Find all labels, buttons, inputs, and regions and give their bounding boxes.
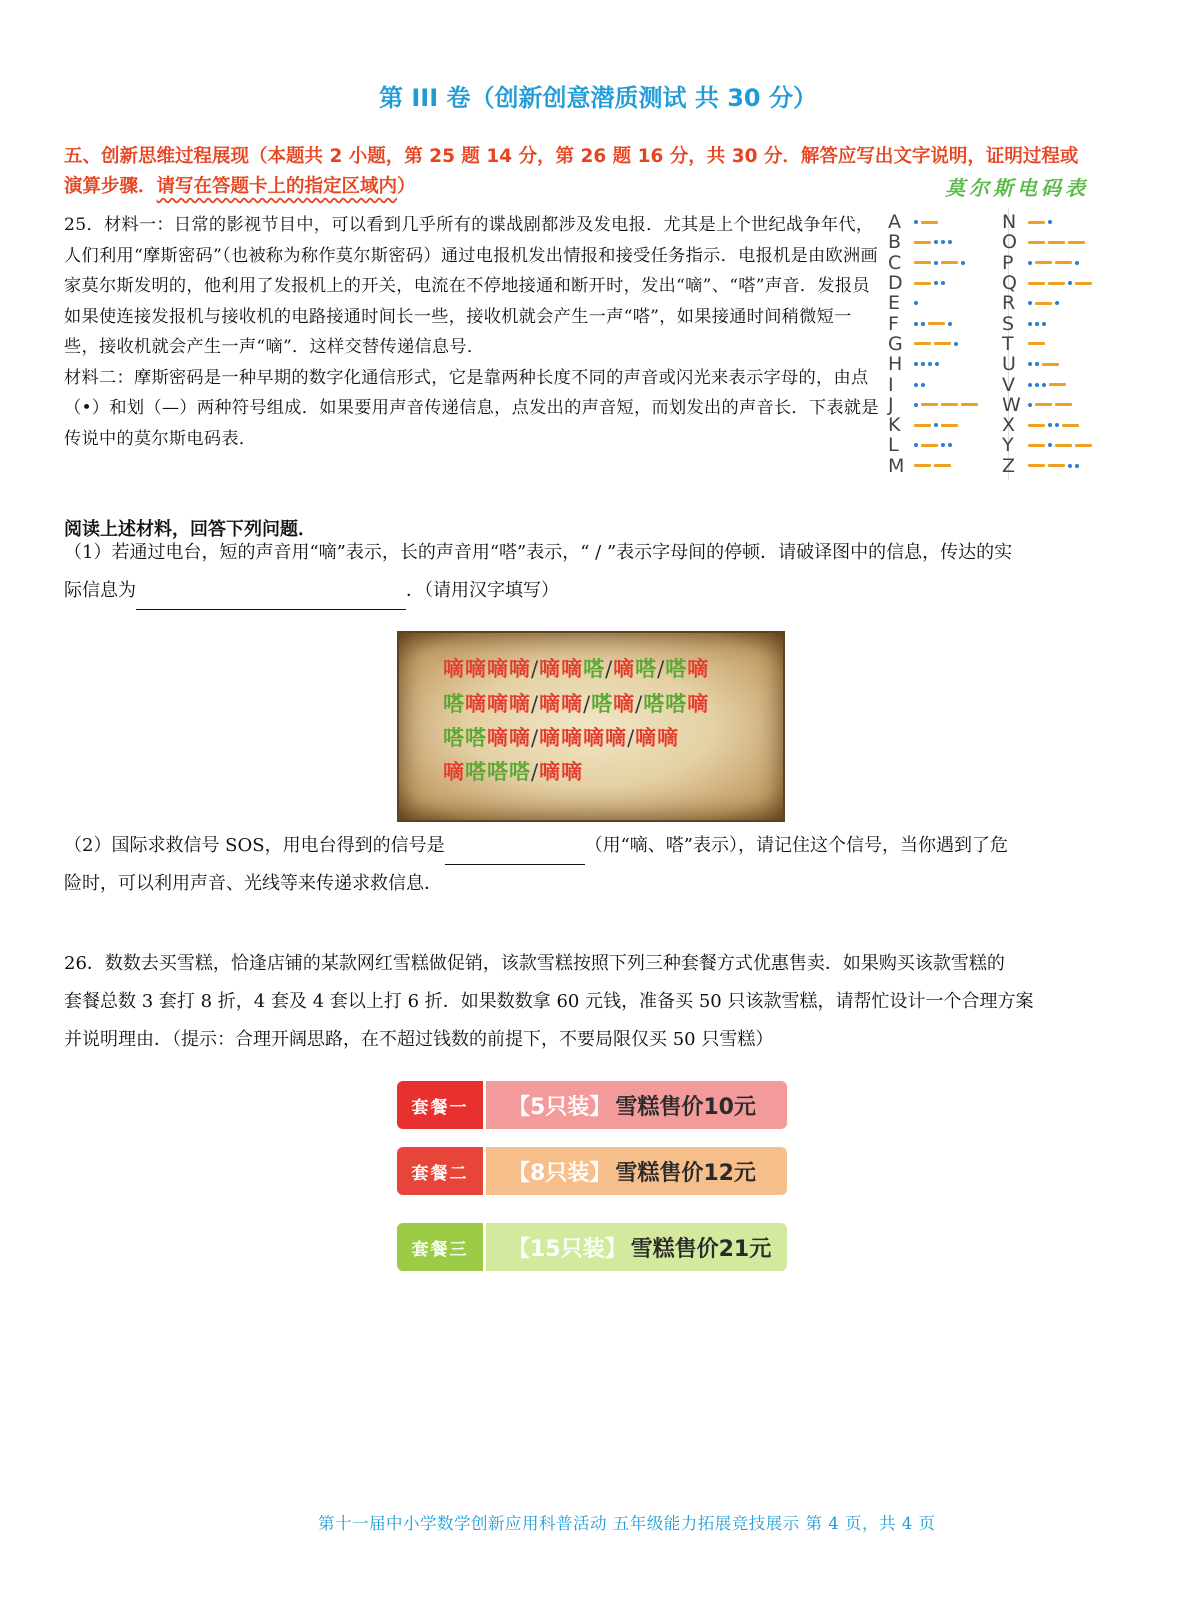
package-body [486, 1147, 787, 1195]
di-symbol: 嘀 [539, 759, 562, 784]
morse-dot [1048, 423, 1052, 427]
morse-dot [948, 322, 952, 326]
morse-entry-b [888, 232, 978, 252]
morse-letter: R [1002, 292, 1016, 315]
da-symbol: 嗒 [487, 759, 509, 784]
morse-dot [934, 261, 938, 265]
morse-dash [1042, 363, 1059, 366]
di-symbol: 嘀 [443, 759, 465, 784]
code-line [443, 722, 679, 752]
morse-letter: L [888, 434, 899, 457]
morse-dash [1028, 444, 1045, 447]
di-symbol: 嘀 [583, 725, 606, 750]
separator: / [627, 726, 636, 750]
di-symbol: 嘀 [561, 691, 584, 716]
da-symbol: 嗒 [665, 691, 688, 716]
morse-code [1028, 464, 1079, 468]
morse-letter: Y [1002, 434, 1014, 457]
di-symbol: 嘀 [561, 656, 584, 681]
morse-code [914, 383, 925, 387]
di-symbol: 嘀 [465, 656, 487, 681]
morse-message-image [397, 631, 785, 822]
morse-code [914, 362, 939, 366]
morse-dash [1028, 464, 1045, 467]
morse-code [914, 281, 945, 285]
morse-letter: S [1002, 312, 1015, 335]
morse-dash [1035, 302, 1052, 305]
material-one: 25．材料一：日常的影视节目中，可以看到几乎所有的谍战剧都涉及发电报．尤其是上个世纪战争年代，人们利用“摩斯密码”（也被称为称作莫尔斯密码）通过电报机发出情报和接受任务指示．电报机是由欧洲画家莫尔斯发明的，他利用了发报机上的开关，电流在不停地接通和断开时，发出“嘀”、“嗒”声音．发报员如果使连接发报机与接收机的电路接通时间长一些，接收机就会产生一声“嗒”，如果接通时间稍微短一些，接收机就会产生一声“嘀”．这样交替传递信息号． [64, 215, 879, 357]
morse-entry-t [1002, 334, 1092, 354]
di-symbol: 嘀 [605, 725, 628, 750]
di-symbol: 嘀 [509, 691, 531, 716]
di-symbol: 嘀 [657, 725, 680, 750]
morse-entry-d [888, 273, 978, 293]
di-symbol: 嘀 [539, 656, 562, 681]
morse-dash [914, 424, 931, 427]
morse-dash [961, 403, 978, 406]
morse-dash [1075, 282, 1092, 285]
di-symbol: 嘀 [539, 691, 562, 716]
morse-code [914, 301, 918, 305]
di-symbol: 嘀 [509, 656, 531, 681]
da-symbol: 嗒 [643, 691, 666, 716]
morse-code [1028, 423, 1079, 427]
package-size: 【15只装】 [508, 1236, 627, 1262]
morse-entry-r [1002, 293, 1092, 313]
morse-entry-h [888, 354, 978, 374]
morse-letter: Q [1002, 272, 1017, 295]
separator: / [583, 692, 592, 716]
package-body [486, 1081, 787, 1129]
morse-dot [961, 261, 965, 265]
di-symbol: 嘀 [613, 691, 636, 716]
morse-dash [941, 424, 958, 427]
morse-dot [921, 322, 925, 326]
morse-letter: N [1002, 211, 1017, 234]
da-symbol: 嗒 [591, 691, 614, 716]
morse-dot [1075, 464, 1079, 468]
di-symbol: 嘀 [487, 691, 509, 716]
morse-code [914, 403, 978, 407]
morse-entry-x [1002, 415, 1092, 435]
morse-code [1028, 443, 1092, 447]
morse-code [914, 443, 952, 447]
morse-dash [928, 322, 945, 325]
morse-letter: F [888, 312, 899, 335]
morse-dot [1075, 261, 1079, 265]
morse-letter: T [1002, 332, 1014, 355]
package-price: 雪糕售价12元 [615, 1160, 756, 1186]
morse-dot [948, 240, 952, 244]
morse-dot [1048, 220, 1052, 224]
morse-table-title: 莫尔斯电码表 [945, 176, 1089, 200]
morse-dot [1028, 261, 1032, 265]
separator: / [531, 692, 540, 716]
code-line [443, 653, 709, 683]
morse-dot [1042, 383, 1046, 387]
morse-code [1028, 362, 1059, 366]
morse-dash [1055, 403, 1072, 406]
morse-dot [914, 362, 918, 366]
morse-entry-f [888, 313, 978, 333]
morse-dash [941, 403, 958, 406]
morse-dash [1035, 403, 1052, 406]
part2-prefix: （2）国际求救信号 SOS，用电台得到的信号是 [64, 835, 445, 856]
answer-blank-1[interactable] [136, 583, 406, 610]
morse-dot [1068, 281, 1072, 285]
da-symbol: 嗒 [465, 759, 487, 784]
morse-letter: H [888, 353, 903, 376]
di-symbol: 嘀 [509, 725, 531, 750]
morse-dot [934, 281, 938, 285]
morse-letter: O [1002, 231, 1017, 254]
morse-dash [921, 221, 938, 224]
morse-code [914, 464, 951, 467]
q26-line1: 26．数数去买雪糕，恰逢店铺的某款网红雪糕做促销，该款雪糕按照下列三种套餐方式优惠售卖．如果购买该款雪糕的 [64, 953, 1005, 974]
morse-dot [1028, 301, 1032, 305]
morse-entry-j [888, 395, 978, 415]
morse-letter: X [1002, 414, 1016, 437]
morse-entry-n [1002, 212, 1092, 232]
morse-dot [1028, 403, 1032, 407]
morse-dash [914, 342, 931, 345]
part2-line1 [64, 827, 1139, 865]
section-title: 第 III 卷（创新创意潜质测试 共 30 分） [379, 84, 817, 112]
morse-dot [954, 342, 958, 346]
morse-dash [914, 241, 931, 244]
morse-dot [941, 240, 945, 244]
morse-letter: G [888, 332, 903, 355]
part2-line2: 险时，可以利用声音、光线等来传递求救信息． [64, 873, 442, 894]
morse-entry-u [1002, 354, 1092, 374]
code-line [443, 688, 709, 718]
da-symbol: 嗒 [635, 656, 658, 681]
di-symbol: 嘀 [487, 656, 509, 681]
morse-code [914, 261, 965, 265]
da-symbol: 嗒 [509, 759, 531, 784]
morse-letter: Z [1002, 454, 1016, 477]
morse-dot [914, 322, 918, 326]
package-price: 雪糕售价10元 [615, 1094, 756, 1120]
morse-dash [1028, 282, 1045, 285]
da-symbol: 嗒 [665, 656, 688, 681]
morse-entry-l [888, 435, 978, 455]
part1-suffix: ．（请用汉字填写） [406, 580, 559, 601]
morse-entry-m [888, 456, 978, 476]
di-symbol: 嘀 [561, 725, 584, 750]
morse-code [1028, 261, 1079, 265]
morse-dot [914, 403, 918, 407]
morse-letter: B [888, 231, 902, 254]
part1-prefix: 际信息为 [64, 580, 136, 601]
di-symbol: 嘀 [687, 656, 710, 681]
morse-dash [1062, 424, 1079, 427]
morse-entry-w [1002, 395, 1092, 415]
separator: / [531, 657, 540, 681]
question-26 [64, 945, 1139, 1059]
morse-dot [928, 362, 932, 366]
morse-code [914, 220, 938, 224]
morse-dash [1049, 383, 1066, 386]
morse-dot [934, 240, 938, 244]
answer-blank-2[interactable] [445, 838, 585, 865]
separator: / [657, 657, 666, 681]
morse-letter: V [1002, 373, 1015, 396]
morse-entry-p [1002, 253, 1092, 273]
da-symbol: 嗒 [465, 725, 487, 750]
morse-entry-z [1002, 456, 1092, 476]
da-symbol: 嗒 [443, 725, 465, 750]
morse-letter: C [888, 251, 902, 274]
morse-dot [914, 443, 918, 447]
package-size: 【8只装】 [508, 1160, 612, 1186]
morse-entry-v [1002, 374, 1092, 394]
code-line [443, 756, 583, 786]
section-heading-wavy: 请写在答题卡上的指定区域内 [156, 176, 398, 197]
morse-dot [1042, 322, 1046, 326]
morse-entry-o [1002, 232, 1092, 252]
package-body [486, 1223, 787, 1271]
morse-letter: A [888, 211, 901, 234]
morse-entry-y [1002, 435, 1092, 455]
morse-dot [941, 443, 945, 447]
morse-code [1028, 241, 1085, 244]
morse-entry-g [888, 334, 978, 354]
da-symbol: 嗒 [443, 691, 465, 716]
morse-dot [921, 383, 925, 387]
section-heading-line1: 五、创新思维过程展现（本题共 2 小题，第 25 题 14 分，第 26 题 16 分，共 30 分．解答应写出文字说明，证明过程或 [64, 146, 1079, 167]
morse-dash [1028, 241, 1045, 244]
part2-suffix: （用“嘀、嗒”表示），请记住这个信号，当你遇到了危 [584, 835, 1008, 856]
morse-letter: D [888, 272, 903, 295]
morse-dot [1055, 423, 1059, 427]
morse-dash [1028, 221, 1045, 224]
morse-dot [935, 362, 939, 366]
morse-dash [1035, 261, 1052, 264]
morse-dash [921, 444, 938, 447]
morse-dash [914, 464, 931, 467]
morse-code [1028, 281, 1092, 285]
morse-code [1028, 403, 1072, 407]
morse-dot [1028, 322, 1032, 326]
morse-dash [934, 464, 951, 467]
morse-dot [921, 362, 925, 366]
morse-code [1028, 301, 1059, 305]
morse-letter: P [1002, 251, 1014, 274]
morse-dash [1048, 464, 1065, 467]
morse-dot [1035, 383, 1039, 387]
morse-dot [941, 281, 945, 285]
question-25-part2 [64, 827, 1139, 903]
morse-entry-c [888, 253, 978, 273]
section-heading-plain: 演算步骤． [64, 176, 157, 197]
morse-dot [1035, 322, 1039, 326]
morse-dash [941, 261, 958, 264]
morse-dot [934, 423, 938, 427]
morse-dot [1028, 362, 1032, 366]
morse-dash [914, 282, 931, 285]
morse-code [914, 423, 958, 427]
package-label: 套餐二 [397, 1147, 483, 1195]
morse-dash [914, 261, 931, 264]
section-heading-end: ） [397, 176, 416, 197]
package-label: 套餐一 [397, 1081, 483, 1129]
separator: / [635, 692, 644, 716]
morse-entry-i [888, 374, 978, 394]
morse-letter: I [888, 373, 894, 396]
package-three-banner [397, 1223, 787, 1271]
morse-entry-e [888, 293, 978, 313]
morse-dot [1048, 443, 1052, 447]
morse-code [914, 240, 952, 244]
morse-entry-k [888, 415, 978, 435]
morse-dash [1048, 282, 1065, 285]
separator: / [605, 657, 614, 681]
package-two-banner [397, 1147, 787, 1195]
morse-letter: W [1002, 393, 1021, 416]
morse-dash [1055, 444, 1072, 447]
read-instruction: 阅读上述材料，回答下列问题． [64, 519, 316, 540]
question-25-materials [64, 210, 879, 454]
package-size: 【5只装】 [508, 1094, 612, 1120]
separator: / [531, 760, 540, 784]
package-one-banner [397, 1081, 787, 1129]
di-symbol: 嘀 [687, 691, 710, 716]
morse-dot [914, 220, 918, 224]
morse-code [1028, 220, 1052, 224]
package-label: 套餐三 [397, 1223, 483, 1271]
page-footer: 第十一届中小学数学创新应用科普活动 五年级能力拓展竞技展示 第 4 页，共 4 页 [318, 1514, 936, 1533]
di-symbol: 嘀 [487, 725, 509, 750]
morse-dot [914, 383, 918, 387]
morse-entry-s [1002, 313, 1092, 333]
q26-line2: 套餐总数 3 套打 8 折，4 套及 4 套以上打 6 折．如果数数拿 60 元钱，准备买 50 只该款雪糕，请帮忙设计一个合理方案 [64, 991, 1034, 1012]
separator: / [531, 726, 540, 750]
morse-dot [1055, 301, 1059, 305]
part1-line1: （1）若通过电台，短的声音用“嘀”表示，长的声音用“嗒”表示，“ / ”表示字母间的停顿．请破译图中的信息，传达的实 [64, 542, 1013, 563]
morse-dot [948, 443, 952, 447]
morse-code [914, 322, 952, 326]
morse-dash [1028, 424, 1045, 427]
morse-code [1028, 322, 1046, 326]
morse-letter: M [888, 454, 905, 477]
morse-dash [1048, 241, 1065, 244]
morse-entry-q [1002, 273, 1092, 293]
morse-column-right [1002, 212, 1092, 476]
di-symbol: 嘀 [613, 656, 636, 681]
morse-dot [1035, 362, 1039, 366]
morse-code [1028, 342, 1045, 345]
di-symbol: 嘀 [443, 656, 465, 681]
di-symbol: 嘀 [635, 725, 658, 750]
morse-entry-a [888, 212, 978, 232]
morse-letter: J [888, 393, 894, 416]
material-two: 材料二：摩斯密码是一种早期的数字化通信形式，它是靠两种长度不同的声音或闪光来表示字母的，由点（•）和划（—）两种符号组成．如果要用声音传递信息，点发出的声音短，而划发出的声音长．下表就是传说中的莫尔斯电码表． [64, 367, 879, 449]
morse-dash [1055, 261, 1072, 264]
morse-dash [1075, 444, 1092, 447]
morse-dash [921, 403, 938, 406]
morse-dash [1068, 241, 1085, 244]
q26-line3: 并说明理由．（提示：合理开阔思路，在不超过钱数的前提下，不要局限仅买 50 只雪糕） [64, 1029, 774, 1050]
package-price: 雪糕售价21元 [630, 1236, 772, 1262]
morse-dot [1028, 383, 1032, 387]
morse-dot [914, 301, 918, 305]
di-symbol: 嘀 [561, 759, 584, 784]
morse-dash [934, 342, 951, 345]
morse-letter: E [888, 292, 901, 315]
morse-letter: U [1002, 353, 1016, 376]
di-symbol: 嘀 [465, 691, 487, 716]
morse-dot [1068, 464, 1072, 468]
morse-dash [1028, 342, 1045, 345]
morse-letter: K [888, 414, 901, 437]
question-25-part1 [64, 534, 1139, 610]
part1-line2 [64, 572, 1139, 610]
morse-code [914, 342, 958, 346]
di-symbol: 嘀 [539, 725, 562, 750]
da-symbol: 嗒 [583, 656, 606, 681]
morse-code [1028, 383, 1066, 387]
morse-column-left [888, 212, 978, 476]
